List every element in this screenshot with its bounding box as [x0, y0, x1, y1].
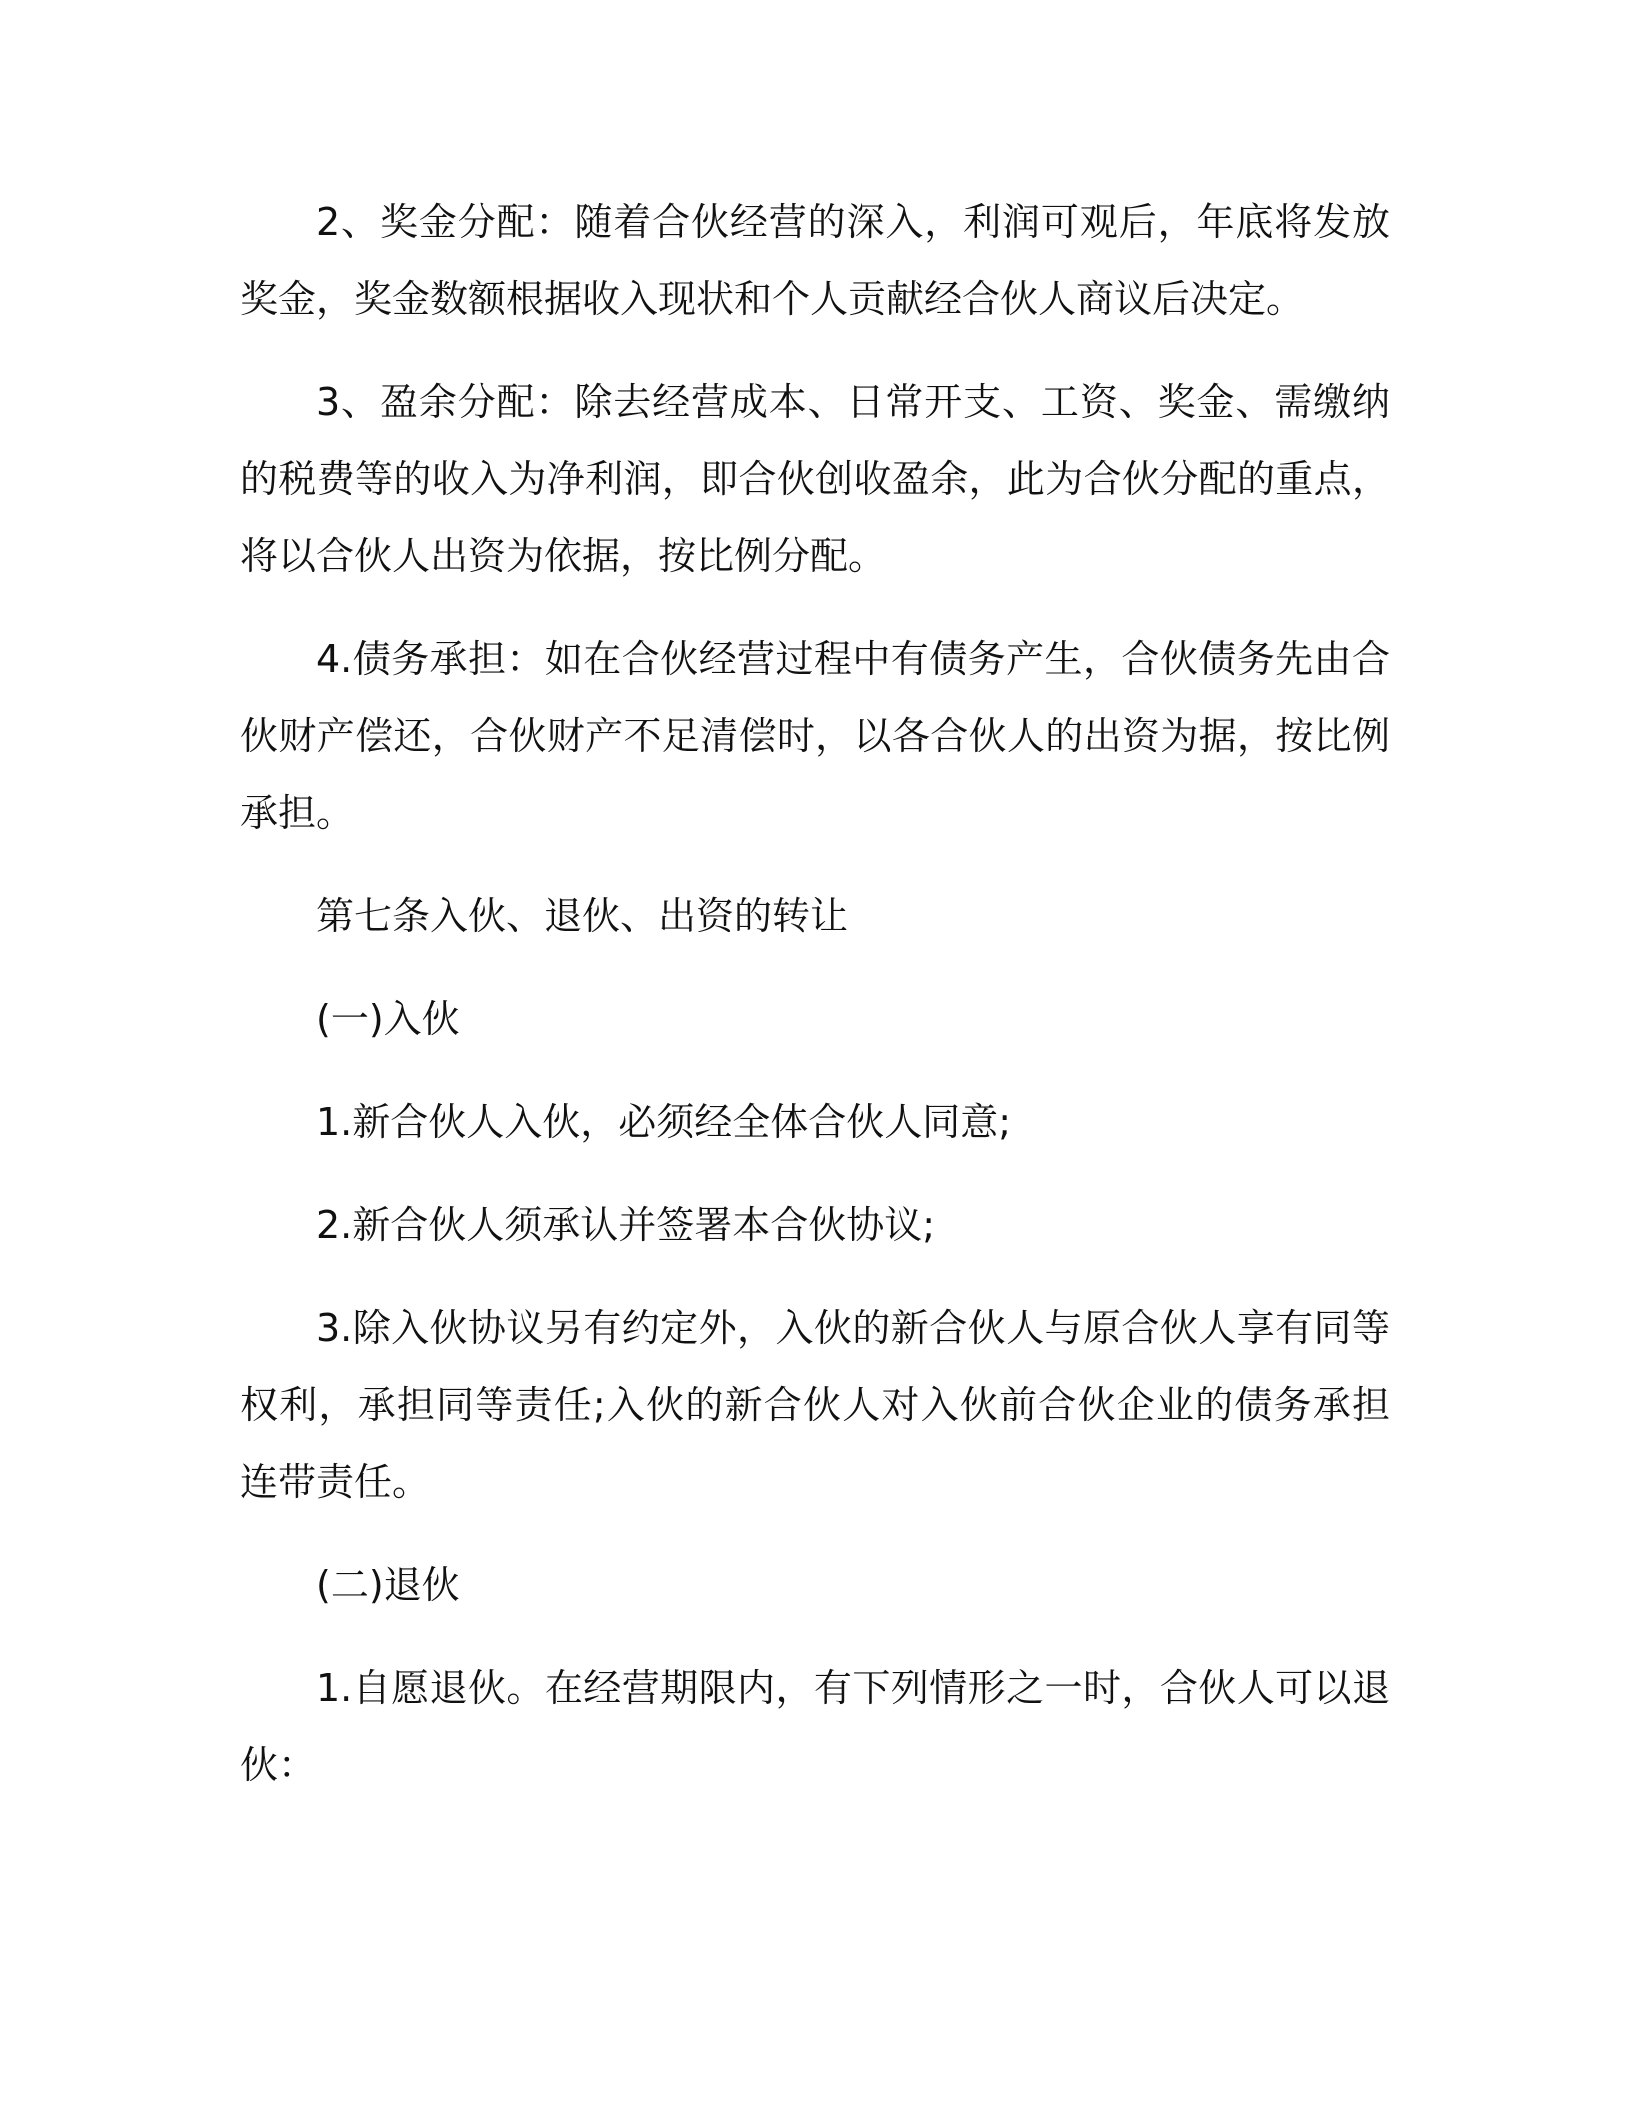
article-seven-heading: 第七条入伙、退伙、出资的转让	[316, 894, 849, 938]
join-item-2: 2.新合伙人须承认并签署本合伙协议;	[316, 1203, 936, 1247]
section-heading-join: (一)入伙	[316, 997, 460, 1041]
join-item-1: 1.新合伙人入伙，必须经全体合伙人同意;	[316, 1100, 1012, 1144]
section-heading-withdraw: (二)退伙	[316, 1563, 460, 1607]
paragraph-surplus-distribution: 3、盈余分配：除去经营成本、日常开支、工资、奖金、需缴纳的税费等的收入为净利润，即合伙创收盈余，此为合伙分配的重点，将以合伙人出资为依据，按比例分配。	[240, 380, 1390, 578]
paragraph-bonus-distribution: 2、奖金分配：随着合伙经营的深入，利润可观后，年底将发放奖金，奖金数额根据收入现状和个人贡献经合伙人商议后决定。	[240, 200, 1390, 321]
paragraph-debt-liability: 4.债务承担：如在合伙经营过程中有债务产生，合伙债务先由合伙财产偿还，合伙财产不足清偿时，以各合伙人的出资为据，按比例承担。	[240, 637, 1390, 835]
withdraw-item-1: 1.自愿退伙。在经营期限内，有下列情形之一时，合伙人可以退伙：	[240, 1666, 1390, 1787]
join-item-3: 3.除入伙协议另有约定外，入伙的新合伙人与原合伙人享有同等权利，承担同等责任;入伙的新合伙人对入伙前合伙企业的债务承担连带责任。	[240, 1306, 1390, 1504]
document-body	[240, 184, 1390, 1830]
